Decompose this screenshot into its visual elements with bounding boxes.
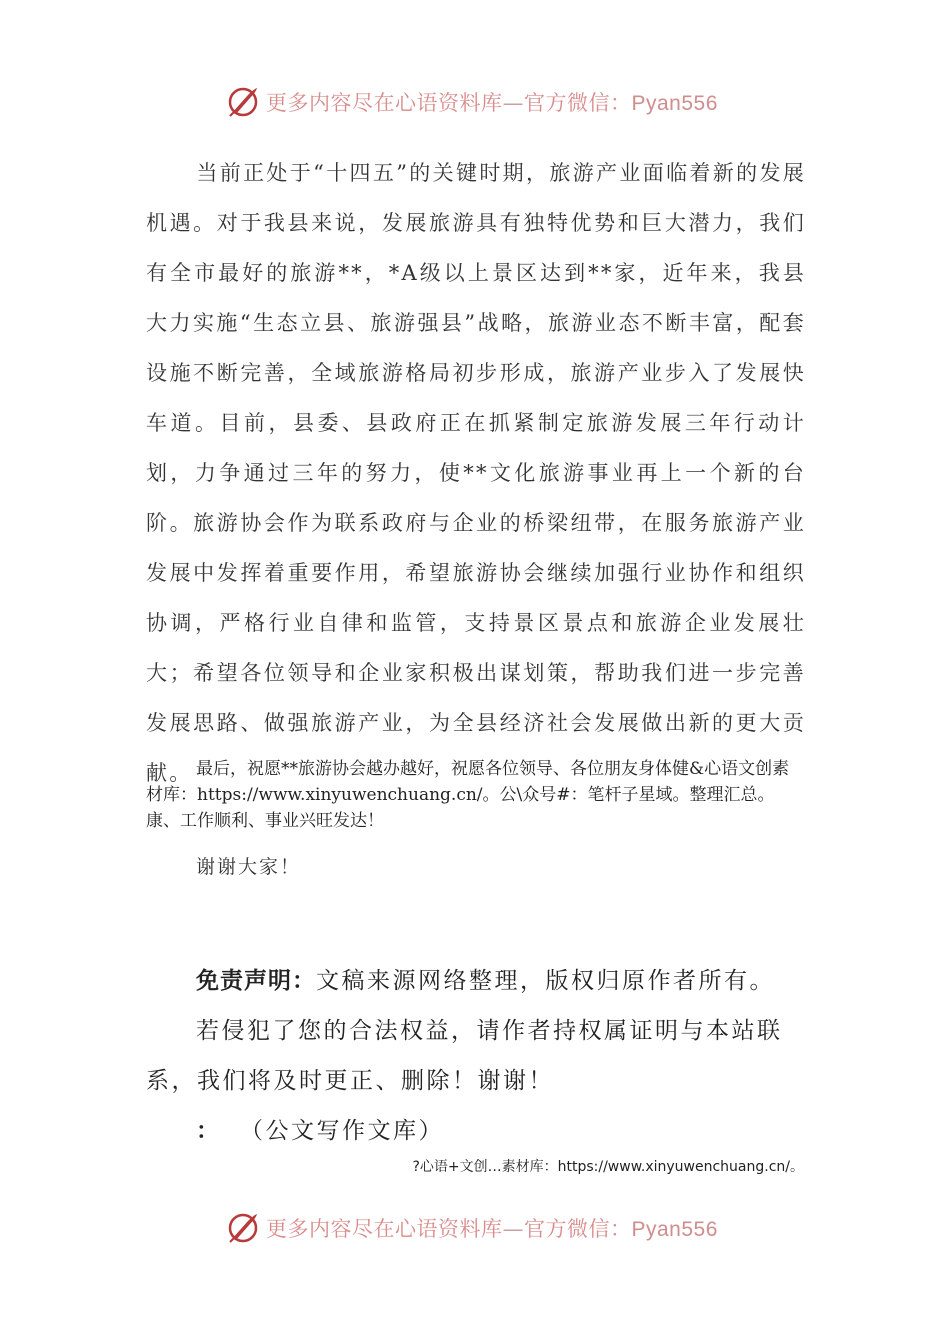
library-name: （公文写作文库） xyxy=(251,1118,444,1144)
disclaimer-label: 免责声明： xyxy=(196,968,316,994)
disclaimer-section xyxy=(146,956,816,1156)
footer-wechat-id: Pyan556 xyxy=(631,1218,718,1241)
disclaimer-line-2: 若侵犯了您的合法权益，请作者持权属证明与本站联系，我们将及时更正、删除！谢谢！ xyxy=(146,1018,783,1094)
library-line xyxy=(146,1106,816,1156)
body-paragraph: 当前正处于“十四五”的关键时期，旅游产业面临着新的发展机遇。对于我县来说，发展旅游具有独特优势和巨大潜力，我们有全市最好的旅游**，*A级以上景区达到**家，近年来，我县大力实施“生态立县、旅游强县”战略，旅游业态不断丰富，配套设施不断完善，全域旅游格局初步形成，旅游产业步入了发展快车道。目前，县委、县政府正在抓紧制定旅游发展三年行动计划，力争通过三年的努力，使**文化旅游事业再上一个新的台阶。旅游协会作为联系政府与企业的桥梁纽带，在服务旅游产业发展中发挥着重要作用，希望旅游协会继续加强行业协作和组织协调，严格行业自律和监管，支持景区景点和旅游企业发展壮大；希望各位领导和企业家积极出谋划策，帮助我们进一步完善发展思路、做强旅游产业，为全县经济社会发展做出新的更大贡献。 xyxy=(146,161,806,785)
footer-banner-sep: — xyxy=(502,1217,524,1241)
footer-wechat-label: 官方微信： xyxy=(524,1217,632,1241)
thanks-line: 谢谢大家！ xyxy=(196,856,302,878)
footer-banner xyxy=(226,1208,746,1248)
header-wechat-label: 官方微信： xyxy=(524,91,632,115)
disclaimer-line-1 xyxy=(146,956,816,1006)
quill-pen-logo-icon xyxy=(226,1211,260,1245)
header-banner xyxy=(226,82,746,122)
header-banner-text xyxy=(266,87,718,117)
header-banner-cn: 更多内容尽在心语资料库 xyxy=(266,91,503,115)
footer-banner-text xyxy=(266,1213,718,1243)
footer-banner-cn: 更多内容尽在心语资料库 xyxy=(266,1217,503,1241)
header-wechat-id: Pyan556 xyxy=(631,92,718,115)
source-link-line: ?心语+文创…素材库：https://www.xinyuwenchuang.cn/。 xyxy=(412,1159,804,1175)
quill-pen-logo-icon xyxy=(226,85,260,119)
library-colon: ： xyxy=(196,1118,222,1144)
main-content xyxy=(146,148,806,798)
disclaimer-text-1: 文稿来源网络整理，版权归原作者所有。 xyxy=(316,968,775,994)
closing-paragraph: 最后，祝愿**旅游协会越办越好，祝愿各位领导、各位朋友身体健&心语文创素材库：https://www.xinyuwenchuang.cn/。公\众号#：笔杆子星域。整理汇总。康、工作顺利、事业兴旺发达！ xyxy=(146,759,790,831)
header-banner-sep: — xyxy=(502,91,524,115)
